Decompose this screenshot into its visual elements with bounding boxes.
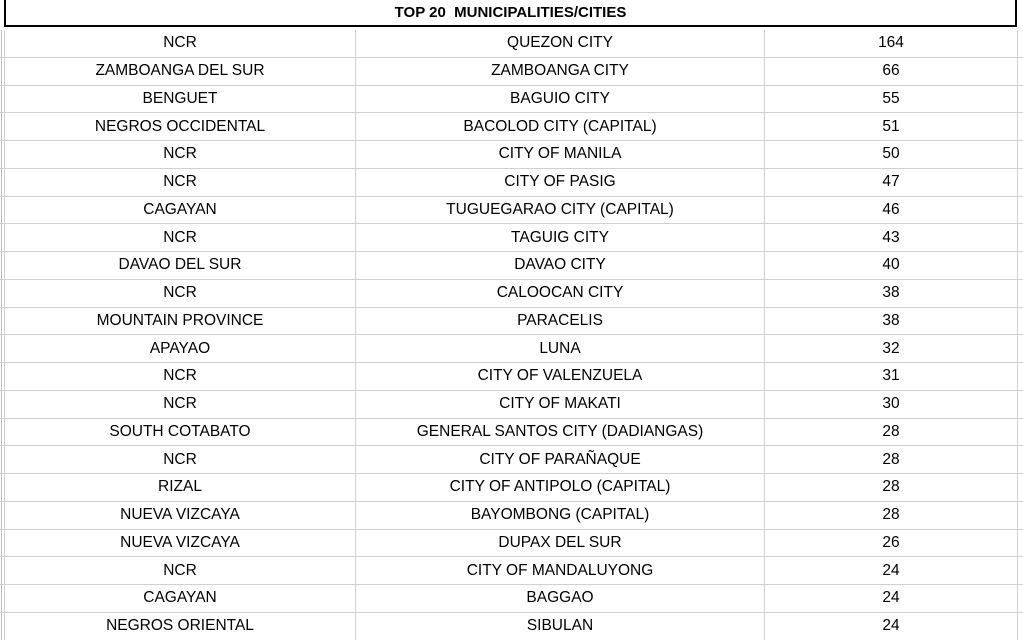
row-header-edge[interactable] xyxy=(0,419,2,446)
table-row xyxy=(0,58,1023,86)
count-cell[interactable]: 24 xyxy=(765,613,1018,640)
count-cell[interactable]: 50 xyxy=(765,141,1018,168)
count-cell[interactable]: 55 xyxy=(765,86,1018,113)
table-row xyxy=(0,446,1023,474)
count-cell[interactable]: 28 xyxy=(765,502,1018,529)
count-cell[interactable]: 30 xyxy=(765,391,1018,418)
city-cell[interactable]: TUGUEGARAO CITY (CAPITAL) xyxy=(356,197,765,224)
row-header-edge[interactable] xyxy=(0,141,2,168)
row-header-edge[interactable] xyxy=(0,446,2,473)
count-cell[interactable]: 28 xyxy=(765,474,1018,501)
row-header-edge[interactable] xyxy=(0,335,2,362)
count-cell[interactable]: 32 xyxy=(765,335,1018,362)
table-body xyxy=(0,30,1023,640)
province-cell[interactable]: NEGROS ORIENTAL xyxy=(4,613,356,640)
row-header-edge[interactable] xyxy=(0,585,2,612)
table-row xyxy=(0,363,1023,391)
province-cell[interactable]: NCR xyxy=(4,169,356,196)
province-cell[interactable]: BENGUET xyxy=(4,86,356,113)
row-header-edge[interactable] xyxy=(0,197,2,224)
row-header-edge[interactable] xyxy=(0,86,2,113)
row-header-edge[interactable] xyxy=(0,391,2,418)
count-cell[interactable]: 164 xyxy=(765,30,1018,57)
table-row xyxy=(0,474,1023,502)
count-cell[interactable]: 43 xyxy=(765,224,1018,251)
province-cell[interactable]: MOUNTAIN PROVINCE xyxy=(4,308,356,335)
city-cell[interactable]: DUPAX DEL SUR xyxy=(356,530,765,557)
table-row xyxy=(0,557,1023,585)
province-cell[interactable]: NCR xyxy=(4,557,356,584)
row-header-edge[interactable] xyxy=(0,557,2,584)
count-cell[interactable]: 38 xyxy=(765,280,1018,307)
city-cell[interactable]: CITY OF MANILA xyxy=(356,141,765,168)
province-cell[interactable]: NCR xyxy=(4,446,356,473)
count-cell[interactable]: 24 xyxy=(765,557,1018,584)
count-cell[interactable]: 28 xyxy=(765,446,1018,473)
count-cell[interactable]: 47 xyxy=(765,169,1018,196)
province-cell[interactable]: NUEVA VIZCAYA xyxy=(4,502,356,529)
table-row xyxy=(0,585,1023,613)
table-row xyxy=(0,280,1023,308)
count-cell[interactable]: 31 xyxy=(765,363,1018,390)
table-row xyxy=(0,308,1023,336)
row-header-edge[interactable] xyxy=(0,502,2,529)
province-cell[interactable]: CAGAYAN xyxy=(4,197,356,224)
city-cell[interactable]: QUEZON CITY xyxy=(356,30,765,57)
row-header-edge[interactable] xyxy=(0,58,2,85)
table-row xyxy=(0,113,1023,141)
count-cell[interactable]: 40 xyxy=(765,252,1018,279)
count-cell[interactable]: 24 xyxy=(765,585,1018,612)
city-cell[interactable]: CITY OF ANTIPOLO (CAPITAL) xyxy=(356,474,765,501)
row-header-edge[interactable] xyxy=(0,613,2,640)
province-cell[interactable]: NUEVA VIZCAYA xyxy=(4,530,356,557)
city-cell[interactable]: BAYOMBONG (CAPITAL) xyxy=(356,502,765,529)
table-row xyxy=(0,502,1023,530)
city-cell[interactable]: GENERAL SANTOS CITY (DADIANGAS) xyxy=(356,419,765,446)
city-cell[interactable]: CITY OF PARAÑAQUE xyxy=(356,446,765,473)
table-row xyxy=(0,419,1023,447)
count-cell[interactable]: 28 xyxy=(765,419,1018,446)
province-cell[interactable]: NCR xyxy=(4,141,356,168)
city-cell[interactable]: CITY OF MANDALUYONG xyxy=(356,557,765,584)
province-cell[interactable]: NEGROS OCCIDENTAL xyxy=(4,113,356,140)
city-cell[interactable]: BAGGAO xyxy=(356,585,765,612)
row-header-edge[interactable] xyxy=(0,113,2,140)
province-cell[interactable]: NCR xyxy=(4,363,356,390)
city-cell[interactable]: CALOOCAN CITY xyxy=(356,280,765,307)
city-cell[interactable]: CITY OF PASIG xyxy=(356,169,765,196)
province-cell[interactable]: APAYAO xyxy=(4,335,356,362)
province-cell[interactable]: NCR xyxy=(4,280,356,307)
count-cell[interactable]: 51 xyxy=(765,113,1018,140)
count-cell[interactable]: 38 xyxy=(765,308,1018,335)
table-row xyxy=(0,252,1023,280)
city-cell[interactable]: DAVAO CITY xyxy=(356,252,765,279)
table-row xyxy=(0,224,1023,252)
row-header-edge[interactable] xyxy=(0,169,2,196)
row-header-edge[interactable] xyxy=(0,530,2,557)
city-cell[interactable]: LUNA xyxy=(356,335,765,362)
province-cell[interactable]: NCR xyxy=(4,391,356,418)
count-cell[interactable]: 26 xyxy=(765,530,1018,557)
row-header-edge[interactable] xyxy=(0,252,2,279)
province-cell[interactable]: DAVAO DEL SUR xyxy=(4,252,356,279)
province-cell[interactable]: CAGAYAN xyxy=(4,585,356,612)
province-cell[interactable]: NCR xyxy=(4,30,356,57)
table-row xyxy=(0,197,1023,225)
table-row xyxy=(0,30,1023,58)
table-row xyxy=(0,391,1023,419)
table-title[interactable]: TOP 20 MUNICIPALITIES/CITIES xyxy=(4,0,1017,27)
city-cell[interactable]: BACOLOD CITY (CAPITAL) xyxy=(356,113,765,140)
row-header-edge[interactable] xyxy=(0,280,2,307)
table-row xyxy=(0,613,1023,640)
city-cell[interactable]: CITY OF VALENZUELA xyxy=(356,363,765,390)
table-row xyxy=(0,530,1023,558)
row-header-edge[interactable] xyxy=(0,224,2,251)
province-cell[interactable]: RIZAL xyxy=(4,474,356,501)
city-cell[interactable]: CITY OF MAKATI xyxy=(356,391,765,418)
table-row xyxy=(0,86,1023,114)
city-cell[interactable]: PARACELIS xyxy=(356,308,765,335)
city-cell[interactable]: ZAMBOANGA CITY xyxy=(356,58,765,85)
table-row xyxy=(0,335,1023,363)
row-header-edge[interactable] xyxy=(0,308,2,335)
table-row xyxy=(0,169,1023,197)
table-row xyxy=(0,141,1023,169)
province-cell[interactable]: SOUTH COTABATO xyxy=(4,419,356,446)
row-header-edge[interactable] xyxy=(0,474,2,501)
province-cell[interactable]: NCR xyxy=(4,224,356,251)
city-cell[interactable]: BAGUIO CITY xyxy=(356,86,765,113)
city-cell[interactable]: TAGUIG CITY xyxy=(356,224,765,251)
row-header-edge[interactable] xyxy=(0,363,2,390)
province-cell[interactable]: ZAMBOANGA DEL SUR xyxy=(4,58,356,85)
count-cell[interactable]: 66 xyxy=(765,58,1018,85)
city-cell[interactable]: SIBULAN xyxy=(356,613,765,640)
count-cell[interactable]: 46 xyxy=(765,197,1018,224)
row-header-edge[interactable] xyxy=(0,30,2,57)
